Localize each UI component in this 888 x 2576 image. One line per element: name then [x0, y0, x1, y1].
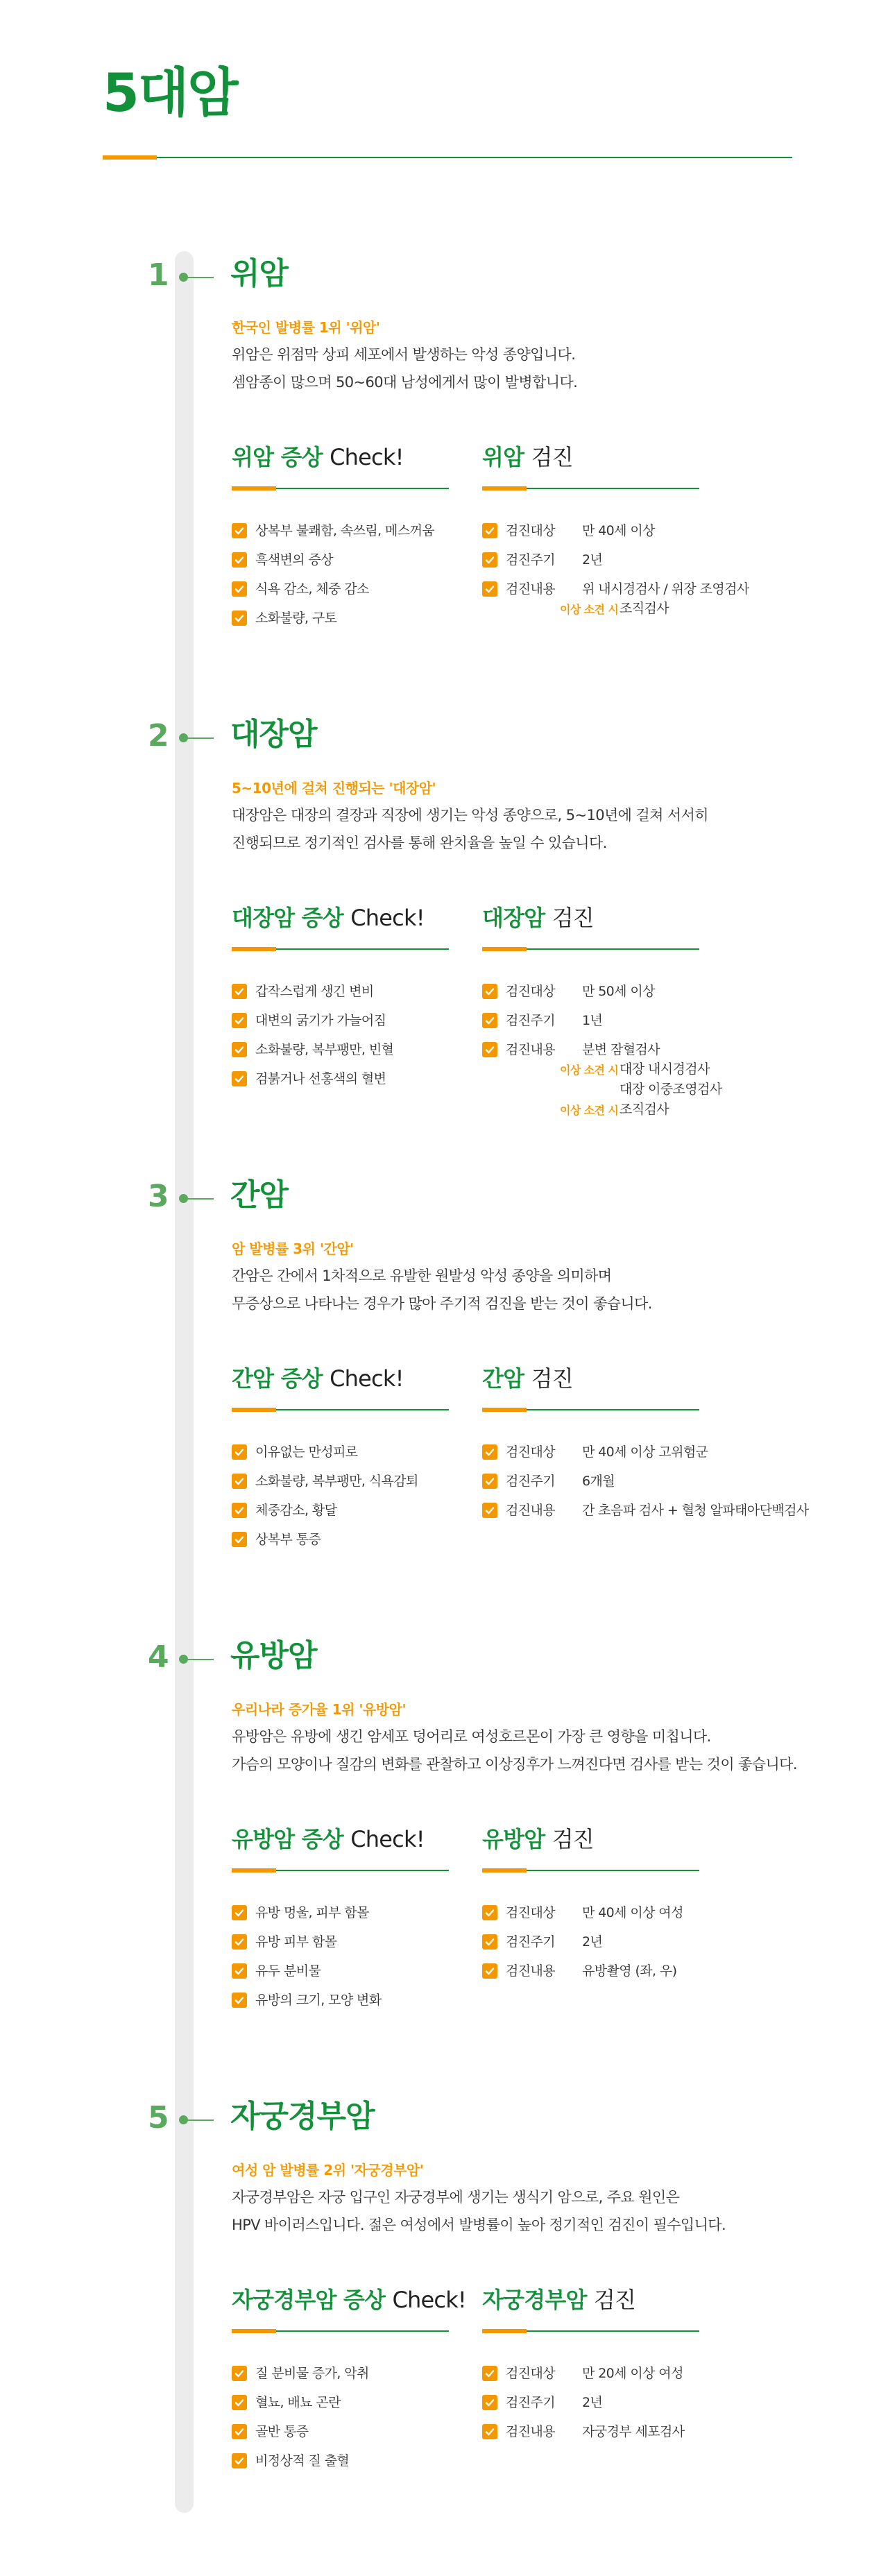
section-description: [232, 801, 708, 857]
followup-tag: 이상 소견 시: [560, 1064, 619, 1077]
symptom-text: 유두 분비물: [255, 1963, 321, 1979]
exam-item: [482, 1473, 809, 1502]
exam-item: [482, 2365, 684, 2394]
symptom-heading: [232, 1826, 425, 1852]
exam-label: 검진주기: [506, 1013, 556, 1028]
symptom-heading: [232, 905, 425, 931]
exam-heading-title: 자궁경부암: [482, 2287, 587, 2313]
exam-value: 만 40세 이상 여성: [582, 1905, 683, 1920]
exam-label: 검진주기: [506, 552, 556, 568]
section-number: 3: [148, 1179, 169, 1214]
exam-value: 2년: [582, 2395, 603, 2410]
followup-value: 대장 내시경검사: [620, 1061, 710, 1077]
exam-label: 검진주기: [506, 1934, 556, 1950]
symptom-text: 소화불량, 복부팽만, 빈혈: [255, 1042, 394, 1057]
exam-item: [482, 1502, 809, 1531]
exam-value: 만 40세 이상: [582, 523, 655, 538]
symptom-heading: [232, 1365, 404, 1392]
timeline-connector: [187, 1198, 214, 1200]
exam-label: 검진내용: [506, 1963, 556, 1979]
symptom-heading-suffix: Check!: [330, 1365, 404, 1392]
exam-heading: [482, 2287, 635, 2313]
symptom-item: [232, 1071, 393, 1100]
symptom-divider-accent: [232, 947, 276, 951]
exam-heading-title: 대장암: [482, 905, 545, 931]
symptom-item: [232, 522, 434, 552]
section-number: 5: [148, 2100, 169, 2135]
followup-value: 조직검사: [620, 601, 669, 616]
exam-heading-suffix: 검진: [552, 1826, 594, 1852]
exam-item: [482, 1904, 683, 1934]
checkbox-check-icon: [232, 984, 247, 999]
followup-tag: 이상 소견 시: [560, 1104, 619, 1117]
symptom-divider-accent: [232, 2329, 276, 2333]
exam-item: [482, 1934, 683, 1963]
symptom-text: 비정상적 질 출혈: [255, 2453, 350, 2468]
title-divider: [103, 157, 792, 158]
exam-list: [482, 983, 722, 1121]
followup-value: 대장 이중조영검사: [620, 1082, 722, 1097]
checkbox-check-icon: [232, 552, 247, 568]
symptom-item: [232, 2453, 369, 2482]
exam-label: 검진내용: [506, 2424, 556, 2439]
symptom-item: [232, 2365, 369, 2394]
checkbox-check-icon: [482, 552, 497, 568]
checkbox-check-icon: [482, 523, 497, 538]
exam-heading-suffix: 검진: [552, 905, 594, 931]
exam-label: 검진주기: [506, 1474, 556, 1489]
exam-item: [482, 2423, 684, 2453]
checkbox-check-icon: [232, 1474, 247, 1489]
section-subtitle: 한국인 발병률 1위 '위암': [232, 319, 380, 336]
checkbox-check-icon: [232, 1963, 247, 1979]
exam-heading: [482, 444, 573, 470]
symptom-text: 갑작스럽게 생긴 변비: [255, 984, 374, 999]
checkbox-check-icon: [482, 1905, 497, 1920]
checkbox-check-icon: [232, 1532, 247, 1547]
symptom-divider-accent: [232, 1408, 276, 1412]
checkbox-check-icon: [232, 1071, 247, 1086]
cancer-section: [0, 1178, 888, 1594]
checkbox-check-icon: [232, 611, 247, 626]
checkbox-check-icon: [232, 581, 247, 597]
checkbox-check-icon: [232, 2424, 247, 2439]
exam-value: 분변 잠혈검사: [582, 1042, 660, 1057]
section-subtitle: 여성 암 발병률 2위 '자궁경부암': [232, 2162, 424, 2178]
description-line: 가슴의 모양이나 질감의 변화를 관찰하고 이상징후가 느껴진다면 검사를 받는 것이 좋습니다.: [232, 1756, 797, 1773]
checkbox-check-icon: [232, 2453, 247, 2468]
symptom-text: 상복부 통증: [255, 1532, 321, 1547]
symptom-heading-title: 위암 증상: [232, 444, 323, 470]
exam-label: 검진대상: [506, 1905, 556, 1920]
symptom-heading: [232, 444, 404, 470]
symptom-heading-suffix: Check!: [350, 905, 425, 931]
exam-item: [482, 522, 749, 552]
timeline-connector: [187, 2119, 214, 2121]
exam-item: [482, 2394, 684, 2423]
symptom-text: 체중감소, 황달: [255, 1503, 337, 1518]
exam-value: 만 20세 이상 여성: [582, 2366, 683, 2381]
checkbox-check-icon: [482, 2366, 497, 2381]
symptom-list: [232, 2365, 369, 2482]
symptom-item: [232, 1992, 382, 2021]
section-title: 간암: [230, 1177, 289, 1213]
exam-label: 검진주기: [506, 2395, 556, 2410]
exam-divider-accent: [482, 2329, 527, 2333]
exam-label: 검진대상: [506, 523, 556, 538]
symptom-text: 질 분비물 증가, 악취: [255, 2366, 369, 2381]
exam-item: [482, 1963, 683, 1992]
symptom-heading-title: 간암 증상: [232, 1365, 323, 1392]
exam-value: 간 초음파 검사 + 혈청 알파태아단백검사: [582, 1503, 809, 1518]
section-title: 자궁경부암: [230, 2099, 375, 2134]
symptom-item: [232, 610, 434, 639]
exam-label: 검진내용: [506, 1042, 556, 1057]
symptom-item: [232, 1012, 393, 1041]
symptom-item: [232, 1531, 418, 1560]
exam-value: 2년: [582, 552, 603, 568]
exam-label: 검진내용: [506, 581, 556, 597]
exam-value: 2년: [582, 1934, 603, 1950]
checkbox-check-icon: [482, 1042, 497, 1057]
symptom-item: [232, 2394, 369, 2423]
section-title: 대장암: [230, 717, 317, 752]
symptom-text: 유방 피부 함몰: [255, 1934, 337, 1950]
exam-heading-title: 유방암: [482, 1826, 545, 1852]
symptom-heading-suffix: Check!: [392, 2287, 466, 2313]
symptom-heading-title: 유방암 증상: [232, 1826, 343, 1852]
checkbox-check-icon: [232, 1503, 247, 1518]
symptom-divider-accent: [232, 1868, 276, 1873]
symptom-text: 이유없는 만성피로: [255, 1444, 358, 1460]
timeline-connector: [187, 737, 214, 739]
description-line: HPV 바이러스입니다. 젊은 여성에서 발병률이 높아 정기적인 검진이 필수입니다.: [232, 2217, 726, 2233]
section-number: 2: [148, 718, 169, 753]
exam-item: [482, 552, 749, 581]
symptom-heading-suffix: Check!: [330, 444, 404, 470]
symptom-text: 혈뇨, 배뇨 곤란: [255, 2395, 341, 2410]
checkbox-check-icon: [232, 2395, 247, 2410]
exam-label: 검진대상: [506, 2366, 556, 2381]
symptom-heading: [232, 2287, 466, 2313]
exam-value: 1년: [582, 1013, 603, 1028]
exam-label: 검진내용: [506, 1503, 556, 1518]
exam-item: [482, 983, 660, 1012]
exam-heading-suffix: 검진: [531, 1365, 573, 1392]
symptom-item: [232, 1473, 418, 1502]
symptom-item: [232, 1444, 418, 1473]
symptom-text: 소화불량, 구토: [255, 611, 337, 626]
symptom-heading-title: 대장암 증상: [232, 905, 343, 931]
exam-item: [482, 1012, 660, 1041]
symptom-item: [232, 1041, 393, 1071]
exam-followup: [482, 1061, 710, 1081]
section-description: [232, 1262, 652, 1317]
exam-followup: [482, 600, 749, 620]
checkbox-check-icon: [482, 1503, 497, 1518]
checkbox-check-icon: [482, 2395, 497, 2410]
section-number: 1: [148, 257, 169, 293]
symptom-text: 상복부 불쾌함, 속쓰림, 메스꺼움: [255, 523, 435, 538]
checkbox-check-icon: [232, 2366, 247, 2381]
checkbox-check-icon: [482, 1934, 497, 1950]
checkbox-check-icon: [232, 523, 247, 538]
symptom-list: [232, 522, 434, 639]
exam-heading-title: 위암: [482, 444, 524, 470]
symptom-text: 유방의 크기, 모양 변화: [255, 1993, 382, 2008]
symptom-text: 유방 멍울, 피부 함몰: [255, 1905, 369, 1920]
symptom-item: [232, 983, 393, 1012]
description-line: 자궁경부암은 자궁 입구인 자궁경부에 생기는 생식기 암으로, 주요 원인은: [232, 2189, 680, 2206]
exam-heading: [482, 1365, 573, 1392]
exam-label: 검진대상: [506, 1444, 556, 1460]
section-subtitle: 5~10년에 걸쳐 진행되는 '대장암': [232, 780, 436, 796]
section-number: 4: [148, 1639, 169, 1675]
exam-heading-suffix: 검진: [531, 444, 573, 470]
checkbox-check-icon: [482, 2424, 497, 2439]
checkbox-check-icon: [482, 1013, 497, 1028]
checkbox-check-icon: [232, 1934, 247, 1950]
symptom-item: [232, 552, 434, 581]
exam-divider-accent: [482, 1408, 527, 1412]
description-line: 셈암종이 많으며 50~60대 남성에게서 많이 발병합니다.: [232, 374, 578, 391]
section-description: [232, 1723, 797, 1778]
timeline-connector: [187, 1659, 214, 1660]
exam-heading-title: 간암: [482, 1365, 524, 1392]
exam-value: 만 50세 이상: [582, 984, 655, 999]
exam-heading-suffix: 검진: [593, 2287, 636, 2313]
checkbox-check-icon: [232, 1993, 247, 2008]
symptom-divider-accent: [232, 486, 276, 491]
exam-label: 검진대상: [506, 984, 556, 999]
exam-value: 6개월: [582, 1474, 615, 1489]
section-subtitle: 우리나라 증가율 1위 '유방암': [232, 1701, 407, 1718]
symptom-item: [232, 1934, 382, 1963]
symptom-text: 검붉거나 선홍색의 혈변: [255, 1071, 386, 1086]
exam-list: [482, 1904, 683, 1992]
section-description: [232, 2183, 726, 2239]
exam-divider-accent: [482, 947, 527, 951]
checkbox-check-icon: [482, 1444, 497, 1460]
symptom-text: 대변의 굵기가 가늘어짐: [255, 1013, 386, 1028]
symptom-heading-title: 자궁경부암 증상: [232, 2287, 386, 2313]
symptom-item: [232, 1502, 418, 1531]
exam-list: [482, 1444, 809, 1531]
checkbox-check-icon: [482, 984, 497, 999]
symptom-item: [232, 1963, 382, 1992]
followup-value: 조직검사: [620, 1102, 669, 1117]
checkbox-check-icon: [232, 1013, 247, 1028]
exam-item: [482, 1444, 809, 1473]
cancer-section: [0, 717, 888, 1134]
exam-value: 자궁경부 세포검사: [582, 2424, 685, 2439]
cancer-section: [0, 257, 888, 673]
description-line: 무증상으로 나타나는 경우가 많아 주기적 검진을 받는 것이 좋습니다.: [232, 1295, 652, 1312]
symptom-list: [232, 1444, 418, 1560]
symptom-text: 골반 통증: [255, 2424, 309, 2439]
symptom-list: [232, 1904, 382, 2021]
exam-followup: [482, 1081, 722, 1101]
description-line: 진행되므로 정기적인 검사를 통해 완치율을 높일 수 있습니다.: [232, 835, 607, 851]
checkbox-check-icon: [232, 1905, 247, 1920]
cancer-section: [0, 1639, 888, 2055]
checkbox-check-icon: [482, 1474, 497, 1489]
exam-list: [482, 522, 749, 620]
symptom-list: [232, 983, 393, 1100]
checkbox-check-icon: [482, 1963, 497, 1979]
exam-heading: [482, 905, 594, 931]
symptom-text: 소화불량, 복부팽만, 식욕감퇴: [255, 1474, 418, 1489]
section-subtitle: 암 발병률 3위 '간암': [232, 1240, 354, 1257]
section-title: 유방암: [230, 1638, 317, 1673]
symptom-text: 흑색변의 증상: [255, 552, 333, 568]
exam-value: 위 내시경검사 / 위장 조영검사: [582, 581, 749, 597]
page-title: 5대암: [103, 62, 237, 123]
followup-tag: 이상 소견 시: [560, 603, 619, 616]
checkbox-check-icon: [232, 1444, 247, 1460]
description-line: 간암은 간에서 1차적으로 유발한 원발성 악성 종양을 의미하며: [232, 1268, 612, 1284]
symptom-heading-suffix: Check!: [350, 1826, 425, 1852]
exam-divider-accent: [482, 486, 527, 491]
timeline-connector: [187, 277, 214, 278]
checkbox-check-icon: [482, 581, 497, 597]
symptom-item: [232, 2423, 369, 2453]
exam-value: 만 40세 이상 고위험군: [582, 1444, 708, 1460]
exam-heading: [482, 1826, 594, 1852]
cancer-section: [0, 2099, 888, 2516]
symptom-item: [232, 1904, 382, 1934]
section-description: [232, 341, 577, 396]
symptom-text: 식욕 감소, 체중 감소: [255, 581, 369, 597]
description-line: 대장암은 대장의 결장과 직장에 생기는 악성 종양으로, 5~10년에 걸쳐 서서히: [232, 807, 708, 824]
exam-list: [482, 2365, 684, 2453]
description-line: 유방암은 유방에 생긴 암세포 덩어리로 여성호르몬이 가장 큰 영향을 미칩니다.: [232, 1728, 711, 1745]
exam-divider-accent: [482, 1868, 527, 1873]
description-line: 위암은 위점막 상피 세포에서 발생하는 악성 종양입니다.: [232, 346, 576, 363]
section-title: 위암: [230, 256, 289, 291]
title-divider-accent: [103, 155, 157, 160]
symptom-item: [232, 581, 434, 610]
exam-value: 유방촬영 (좌, 우): [582, 1963, 677, 1979]
checkbox-check-icon: [232, 1042, 247, 1057]
exam-followup: [482, 1101, 669, 1121]
